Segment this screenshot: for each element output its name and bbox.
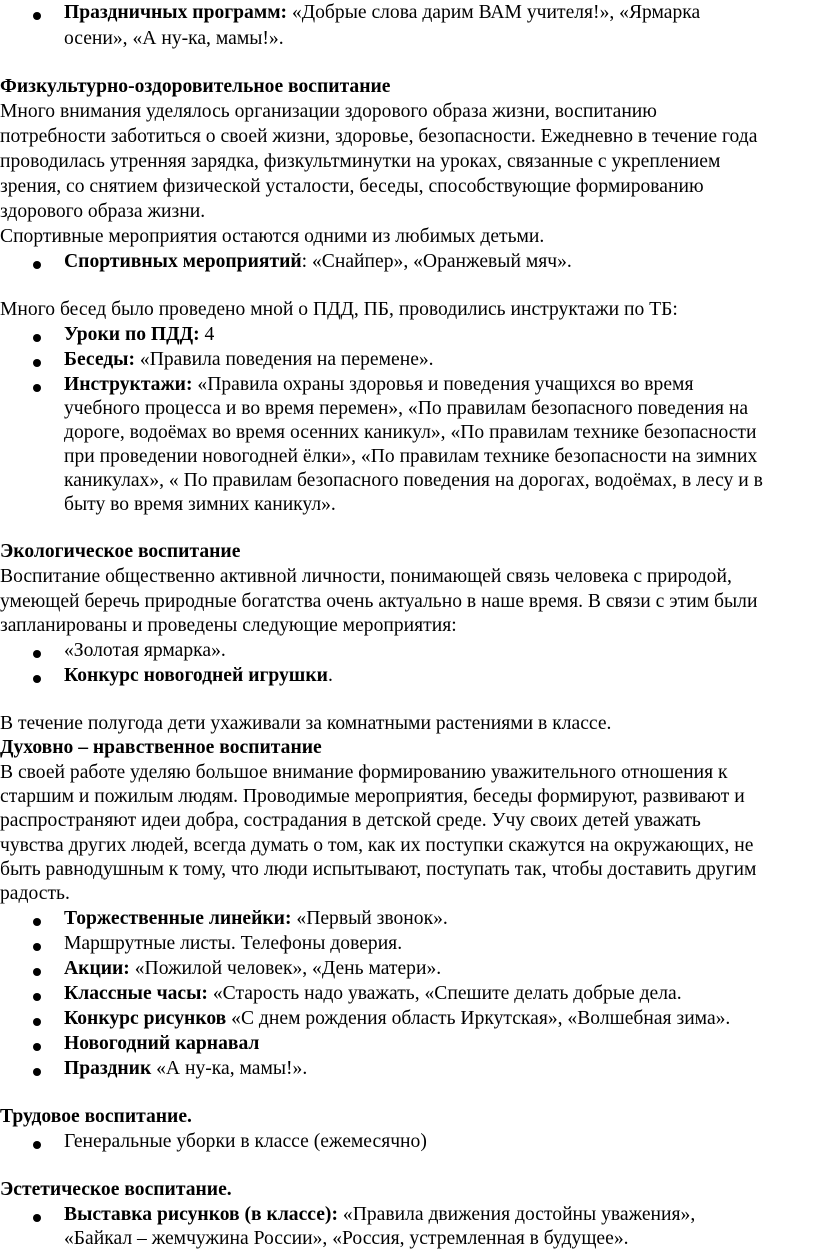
paragraph-line: Воспитание общественно активной личности, понимающей связь человека с природой, <box>0 566 732 587</box>
bullet-icon <box>33 334 41 342</box>
list-item: Генеральные уборки в классе (ежемесячно) <box>64 1131 427 1152</box>
section-heading: Эстетическое воспитание. <box>0 1179 232 1200</box>
bullet-icon <box>33 384 41 392</box>
list-item: Беседы: «Правила поведения на перемене». <box>64 349 434 370</box>
paragraph-line: распространяют идеи добра, сострадания в детской среде. Учу своих детей уважать <box>0 810 701 831</box>
section-heading: Физкультурно-оздоровительное воспитание <box>0 76 391 97</box>
bullet-icon <box>33 261 41 269</box>
list-item: Праздник «А ну-ка, мамы!». <box>64 1058 308 1079</box>
list-item-continuation: «Байкал – жемчужина России», «Россия, устремленная в будущее». <box>64 1228 629 1249</box>
list-item: Уроки по ПДД: 4 <box>64 324 215 345</box>
list-item-continuation: быту во время зимних каникул». <box>64 494 336 515</box>
section-heading: Духовно – нравственное воспитание <box>0 737 322 758</box>
list-item-continuation: дороге, водоёмах во время осенних каникул», «По правилам технике безопасности <box>64 422 757 443</box>
paragraph-line: Спортивные мероприятия остаются одними из любимых детьми. <box>0 226 545 247</box>
section-heading: Экологическое воспитание <box>0 541 241 562</box>
list-item: Спортивных мероприятий: «Снайпер», «Оранжевый мяч». <box>64 251 572 272</box>
paragraph-line: потребности заботиться о своей жизни, здоровье, безопасности. Ежедневно в течение года <box>0 126 758 147</box>
bullet-icon <box>33 1018 41 1026</box>
bullet-icon <box>33 1141 41 1149</box>
list-item: Конкурс рисунков «С днем рождения область Иркутская», «Волшебная зима». <box>64 1008 731 1029</box>
list-item: Классные часы: «Старость надо уважать, «Спешите делать добрые дела. <box>64 983 682 1004</box>
paragraph-line: проводилась утренняя зарядка, физкультминутки на уроках, связанные с укреплением <box>0 151 721 172</box>
bullet-icon <box>33 1043 41 1051</box>
paragraph-line: запланированы и проведены следующие мероприятия: <box>0 615 457 636</box>
list-item: Выставка рисунков (в классе): «Правила движения достойны уважения», <box>64 1204 696 1225</box>
list-item: «Золотая ярмарка». <box>64 640 226 661</box>
list-item: Конкурс новогодней игрушки. <box>64 665 333 686</box>
bullet-icon <box>33 943 41 951</box>
list-item: Новогодний карнавал <box>64 1033 260 1054</box>
list-item-continuation: при проведении новогодней ёлки», «По правилам технике безопасности на зимних <box>64 446 758 467</box>
paragraph-line: быть равнодушным к тому, что люди испытывают, поступать так, чтобы доставить другим <box>0 859 757 880</box>
list-item-continuation: каникулах», « По правилам безопасного поведения на дорогах, водоёмах, в лесу и в <box>64 470 763 491</box>
paragraph-line: В своей работе уделяю большое внимание формированию уважительного отношения к <box>0 762 728 783</box>
bullet-icon <box>33 993 41 1001</box>
list-item-continuation: осени», «А ну-ка, мамы!». <box>64 28 284 49</box>
paragraph-line: радость. <box>0 883 70 904</box>
list-item-continuation: учебного процесса и во время перемен», «По правилам безопасного поведения на <box>64 398 749 419</box>
paragraph-line: старшим и пожилым людям. Проводимые мероприятия, беседы формируют, развивают и <box>0 786 745 807</box>
bullet-icon <box>33 1068 41 1076</box>
bullet-icon <box>33 675 41 683</box>
list-item: Маршрутные листы. Телефоны доверия. <box>64 933 403 954</box>
list-item: Торжественные линейки: «Первый звонок». <box>64 908 448 929</box>
bullet-icon <box>33 1214 41 1222</box>
paragraph-line: здорового образа жизни. <box>0 201 206 222</box>
bullet-icon <box>33 650 41 658</box>
list-item: Праздничных программ: «Добрые слова дарим ВАМ учителя!», «Ярмарка <box>64 2 701 23</box>
paragraph-line: Много внимания уделялось организации здорового образа жизни, воспитанию <box>0 101 657 122</box>
paragraph-line: умеющей беречь природные богатства очень актуально в наше время. В связи с этим были <box>0 591 758 612</box>
bullet-icon <box>33 359 41 367</box>
paragraph-line: Много бесед было проведено мной о ПДД, ПБ, проводились инструктажи по ТБ: <box>0 299 678 320</box>
list-item: Инструктажи: «Правила охраны здоровья и поведения учащихся во время <box>64 374 694 395</box>
section-heading: Трудовое воспитание. <box>0 1106 192 1127</box>
paragraph-line: чувства других людей, всегда думать о том, как их поступки скажутся на окружающих, не <box>0 835 754 856</box>
bullet-icon <box>33 968 41 976</box>
list-item: Акции: «Пожилой человек», «День матери». <box>64 958 442 979</box>
paragraph-line: зрения, со снятием физической усталости, беседы, способствующие формированию <box>0 176 704 197</box>
bullet-icon <box>33 12 41 20</box>
paragraph-line: В течение полугода дети ухаживали за комнатными растениями в классе. <box>0 713 612 734</box>
bullet-icon <box>33 918 41 926</box>
